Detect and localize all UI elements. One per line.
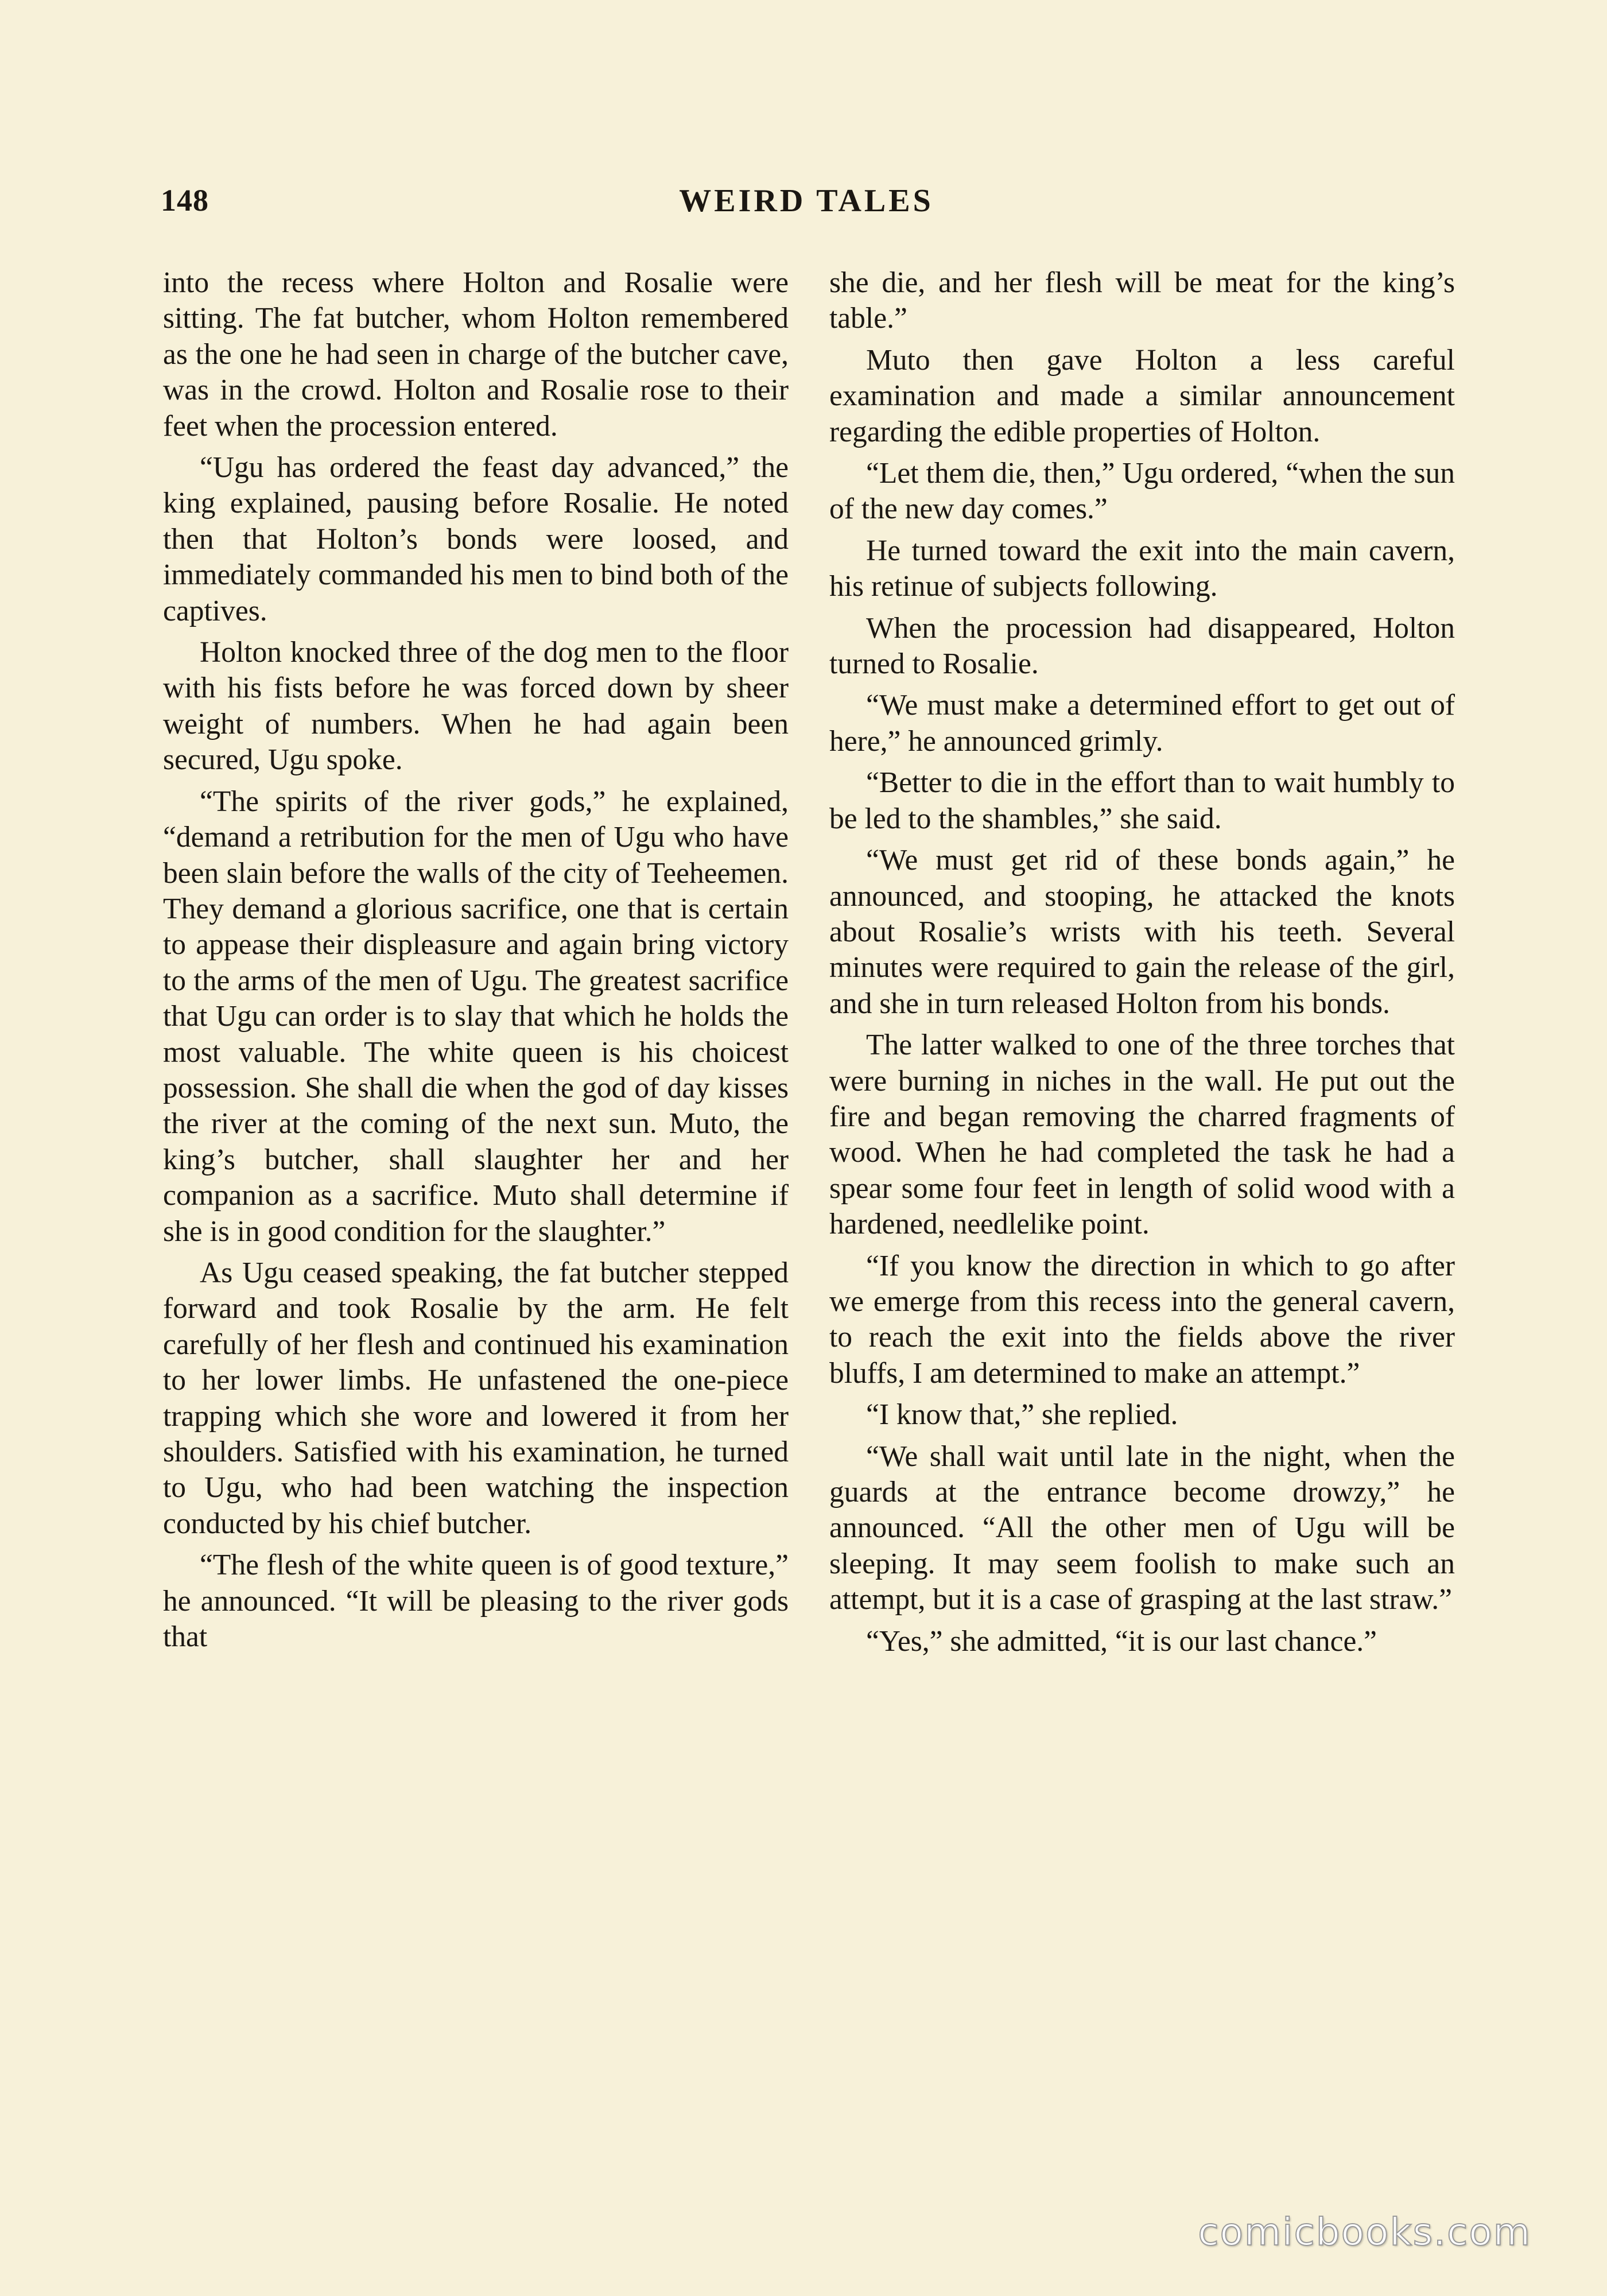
paragraph: He turned toward the exit into the main cavern, his retinue of subjects following. — [829, 534, 1455, 603]
paragraph: “The spirits of the river gods,” he explained, “demand a retribution for the men of Ugu who have been slain before the walls of the city of Teeheemen. They demand a glorious sacrifice, one that is certain to appease their displeasure and again bring victory to the arms of the men of Ugu. The greatest sacrifice that Ugu can order is to slay that which he holds the most valuable. The white queen is his choicest possession. She shall die when the god of day kisses the river at the coming of the next sun. Muto, the king’s butcher, shall slaughter her and her companion as a sacrifice. Muto shall determine if she is in good condition for the slaughter.” — [163, 785, 789, 1248]
paragraph: “We shall wait until late in the night, when the guards at the entrance become drowzy,” he announced. “All the other men of Ugu will be sleeping. It may seem foolish to make such an attempt, but it is a case of grasping at the last straw.” — [829, 1440, 1455, 1616]
left-column — [163, 265, 789, 1661]
watermark: comicbooks.com — [1198, 2210, 1531, 2254]
paragraph: “If you know the direction in which to go after we emerge from this recess into the general cavern, to reach the exit into the fields above the river bluffs, I am determined to make an attempt.” — [829, 1249, 1455, 1390]
paragraph: “We must get rid of these bonds again,” he announced, and stooping, he attacked the knots about Rosalie’s wrists with his teeth. Several minutes were required to gain the release of the girl, and she in turn released Holton from his bonds. — [829, 844, 1455, 1020]
paragraph: “The flesh of the white queen is of good texture,” he announced. “It will be pleasing to the river gods that — [163, 1549, 789, 1654]
paragraph: into the recess where Holton and Rosalie were sitting. The fat butcher, whom Holton remembered as the one he had seen in charge of the butcher cave, was in the crowd. Holton and Rosalie rose to their feet when the procession entered. — [163, 266, 789, 443]
paragraph: “Ugu has ordered the feast day advanced,” the king explained, pausing before Rosalie. He noted then that Holton’s bonds were loosed, and immediately commanded his men to bind both of the captives. — [163, 451, 789, 627]
paragraph: “I know that,” she replied. — [866, 1398, 1178, 1432]
paragraph: “We must make a determined effort to get out of here,” he announced grimly. — [829, 689, 1455, 758]
paragraph: “Let them die, then,” Ugu ordered, “when the sun of the new day comes.” — [829, 457, 1455, 526]
right-column — [829, 265, 1455, 1665]
page-header — [161, 183, 1452, 217]
paragraph: The latter walked to one of the three torches that were burning in niches in the wall. He put out the fire and began removing the charred fragments of wood. When he had completed the task he had a spear some four feet in length of solid wood with a hardened, needlelike point. — [829, 1029, 1455, 1241]
paragraph: When the procession had disappeared, Holton turned to Rosalie. — [829, 611, 1455, 681]
paragraph: “Better to die in the effort than to wait humbly to be led to the shambles,” she said. — [829, 766, 1455, 835]
page-number: 148 — [161, 183, 209, 218]
paragraph: she die, and her flesh will be meat for the king’s table.” — [829, 266, 1455, 335]
paragraph: Muto then gave Holton a less careful examination and made a similar announcement regarding the edible properties of Holton. — [829, 343, 1455, 448]
paragraph: As Ugu ceased speaking, the fat butcher stepped forward and took Rosalie by the arm. He felt carefully of her flesh and continued his examination to her lower limbs. He unfastened the one-piece trapping which she wore and lowered it from her shoulders. Satisfied with his examination, he turned to Ugu, who had been watching the inspection conducted by his chief butcher. — [163, 1256, 789, 1540]
running-title: WEIRD TALES — [679, 183, 934, 219]
paragraph: Holton knocked three of the dog men to the floor with his fists before he was forced down by sheer weight of numbers. When he had again been secured, Ugu spoke. — [163, 636, 789, 777]
paragraph: “Yes,” she admitted, “it is our last chance.” — [866, 1624, 1377, 1658]
